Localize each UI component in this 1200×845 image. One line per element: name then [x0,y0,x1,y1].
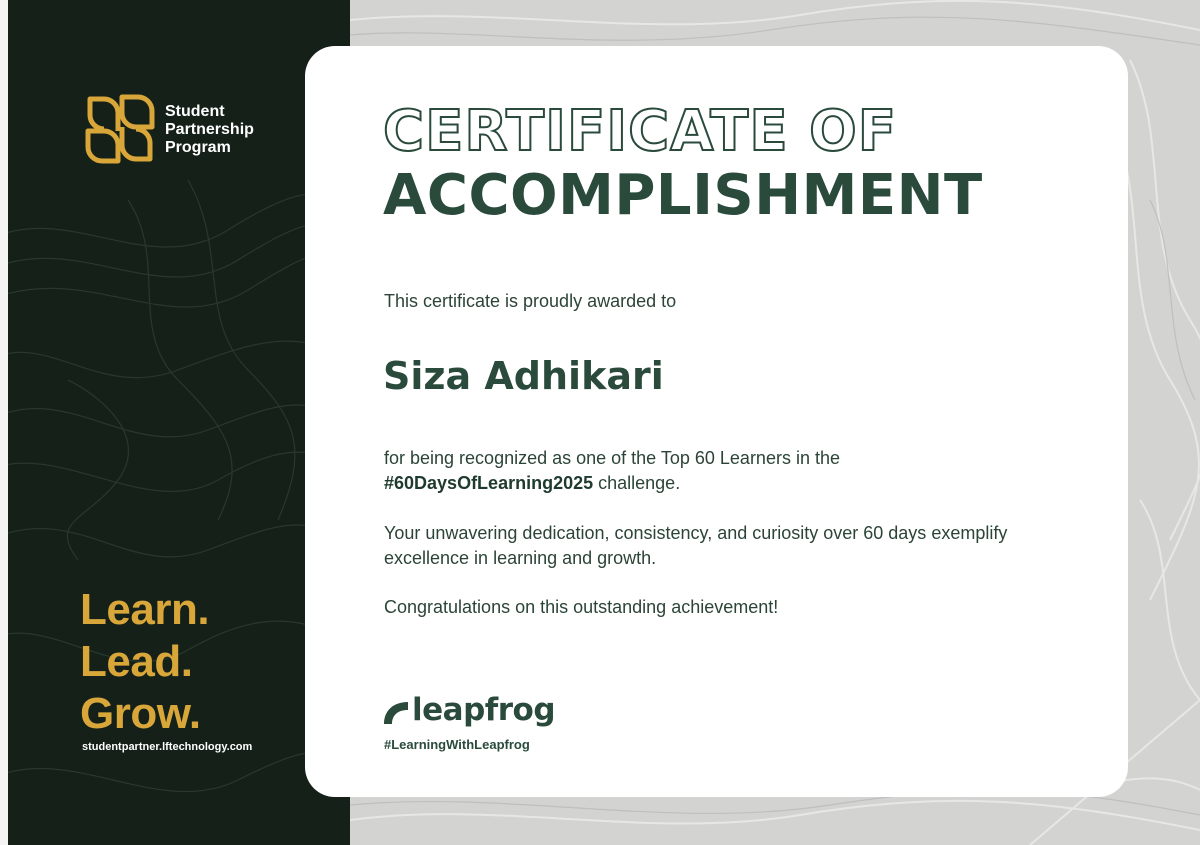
recognition-suffix: challenge. [598,473,681,493]
certificate-card [305,46,1128,797]
program-name [165,103,315,157]
tagline-line: Learn. [80,585,210,634]
leapfrog-arc-icon [384,702,408,724]
brand-hashtag: #LearningWithLeapfrog [384,737,530,752]
challenge-hashtag: #60DaysOfLearning2025 [384,473,594,493]
website-url: studentpartner.lftechnology.com [82,741,253,753]
tagline-line: Grow. [80,689,201,738]
tagline [80,584,209,740]
program-name-line: Student [165,103,225,120]
page-edge [0,0,8,845]
recipient-name: Siza Adhikari [383,354,664,398]
sidebar-panel [8,0,350,845]
brand-name: leapfrog [412,692,556,728]
certificate-title-solid: ACCOMPLISHMENT [383,163,983,228]
tagline-line: Lead. [80,637,193,686]
recognition-paragraph [384,446,1064,496]
awarded-intro: This certificate is proudly awarded to [384,291,677,311]
certificate-title-outline: CERTIFICATE OF [383,99,897,164]
congratulations-paragraph: Congratulations on this outstanding achievement! [384,597,779,617]
program-name-line: Partnership [165,121,254,138]
interlocking-squares-icon [82,91,158,167]
dedication-paragraph: Your unwavering dedication, consistency, and curiosity over 60 days exemplify excellence in learning and growth. [384,523,1008,568]
recognition-text: for being recognized as one of the Top 60 Learners in the [384,448,840,468]
program-name-line: Program [165,139,231,156]
